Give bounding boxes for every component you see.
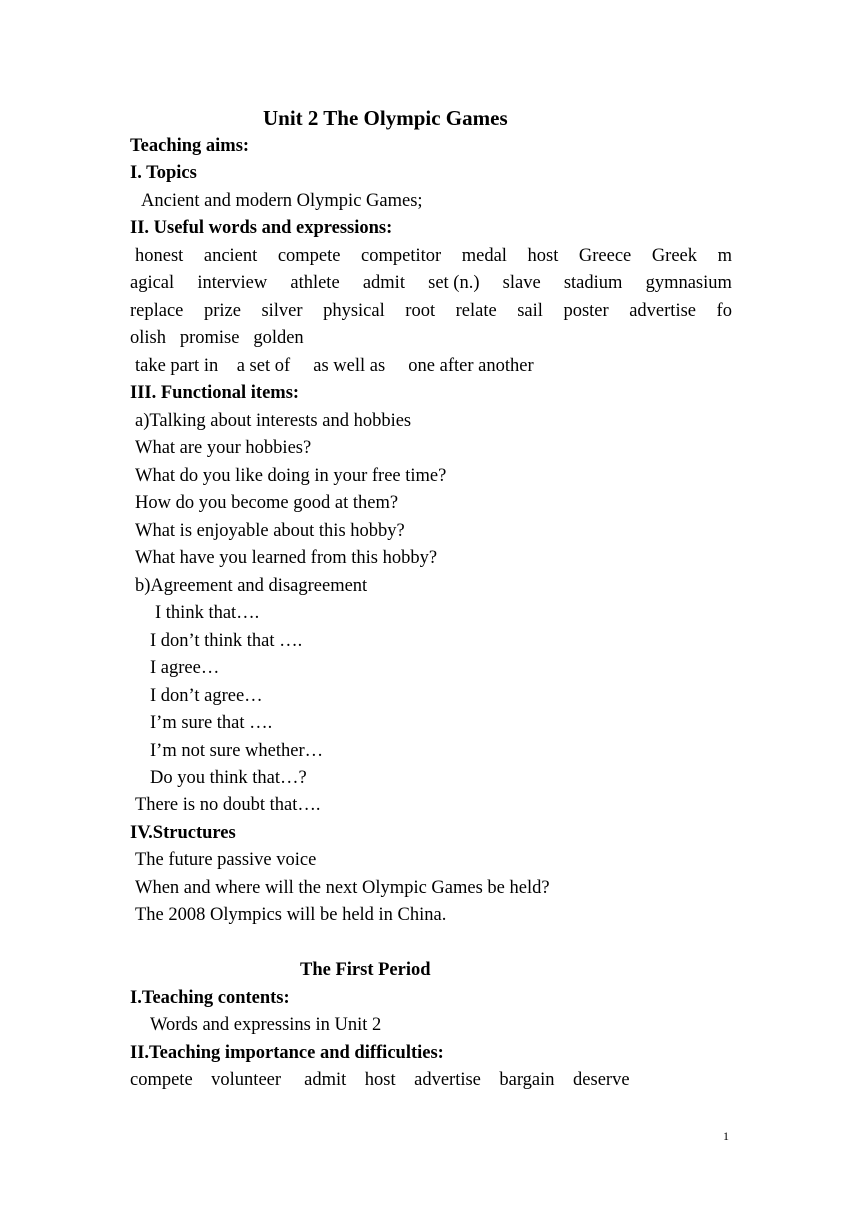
list-item: What are your hobbies? [135,438,312,458]
teaching-contents-heading: I.Teaching contents: [130,988,290,1008]
list-item: What have you learned from this hobby? [135,548,438,568]
list-item: How do you become good at them? [135,493,399,513]
word: admit [362,273,405,293]
word: host [527,246,559,266]
period-heading: The First Period [300,960,431,980]
list-item: The 2008 Olympics will be held in China. [135,905,447,925]
word: Greek [651,246,698,266]
page-number: 1 [723,1129,729,1143]
word-list-line-2 [130,270,732,297]
word: sail [517,301,543,321]
word: root [405,301,436,321]
teaching-aims-heading: Teaching aims: [130,136,250,156]
list-item: What is enjoyable about this hobby? [135,521,405,541]
list-item: Do you think that…? [150,768,307,788]
word: fo [716,301,732,321]
list-item: I don’t think that …. [150,631,303,651]
list-item: The future passive voice [135,850,317,870]
word: competitor [361,246,442,266]
word: interview [197,273,268,293]
word: silver [261,301,303,321]
word-list-line-1 [135,243,732,270]
teaching-contents-text: Words and expressins in Unit 2 [150,1015,382,1035]
word: gymnasium [645,273,732,293]
list-item: I’m not sure whether… [150,741,324,761]
word: Greece [578,246,632,266]
list-item: I think that…. [155,603,260,623]
list-item: I’m sure that …. [150,713,273,733]
word: slave [502,273,541,293]
word: replace [130,301,184,321]
document-title: Unit 2 The Olympic Games [263,106,508,130]
word: athlete [290,273,340,293]
word-list-line-3 [130,298,732,325]
word: prize [203,301,241,321]
list-item: There is no doubt that…. [135,795,321,815]
topics-heading: I. Topics [130,163,197,183]
word: relate [455,301,497,321]
word: compete [277,246,341,266]
useful-words-heading: II. Useful words and expressions: [130,218,393,238]
word: set (n.) [428,273,480,293]
list-item: I don’t agree… [150,686,263,706]
topics-text: Ancient and modern Olympic Games; [141,191,423,211]
functional-b-title: b)Agreement and disagreement [135,576,368,596]
word: agical [130,273,175,293]
word: poster [563,301,609,321]
functional-a-title: a)Talking about interests and hobbies [135,411,412,431]
list-item: I agree… [150,658,220,678]
word: honest [135,246,184,266]
word: medal [461,246,507,266]
phrases-line: take part in a set of as well as one after another [135,356,534,376]
word: physical [323,301,385,321]
word: m [717,246,732,266]
functional-items-heading: III. Functional items: [130,383,300,403]
list-item: What do you like doing in your free time? [135,466,447,486]
word: stadium [563,273,623,293]
list-item: When and where will the next Olympic Games be held? [135,878,550,898]
structures-heading: IV.Structures [130,823,236,843]
word: advertise [629,301,696,321]
word-list-line-4: olish promise golden [130,328,304,348]
teaching-importance-text: compete volunteer admit host advertise bargain deserve [130,1070,630,1090]
teaching-importance-heading: II.Teaching importance and difficulties: [130,1043,444,1063]
word: ancient [203,246,258,266]
